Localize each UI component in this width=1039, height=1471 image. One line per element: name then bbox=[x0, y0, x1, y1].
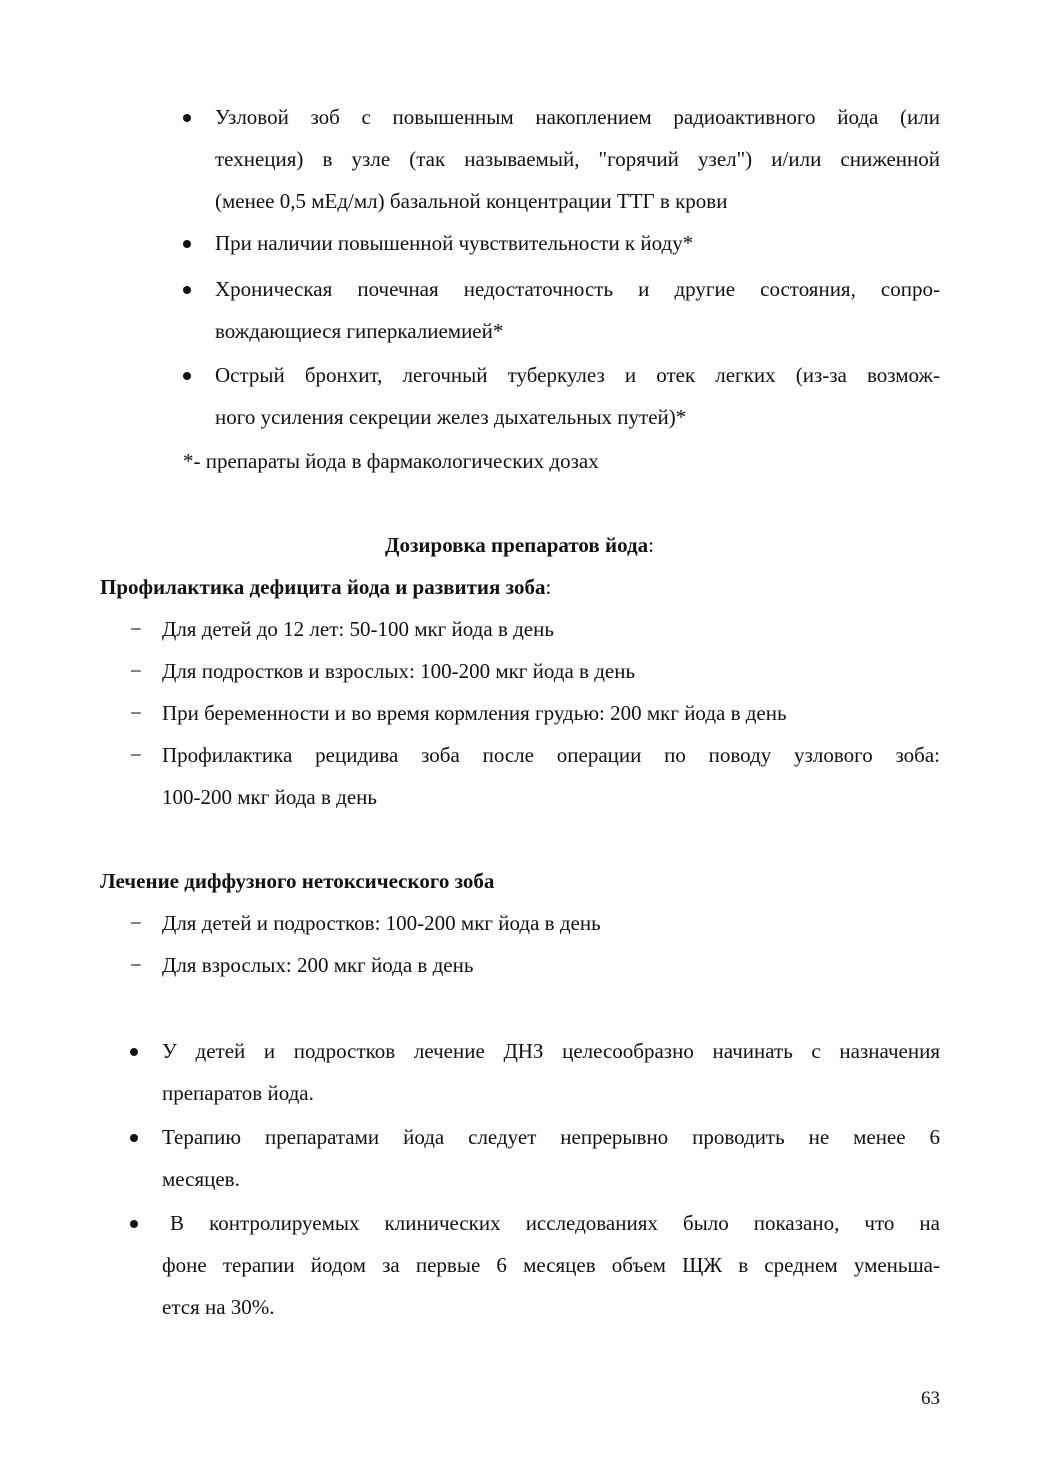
section-heading bbox=[0, 532, 1039, 558]
list-item-line: Профилактика рецидива зоба после операции по поводу узлового зоба: bbox=[162, 743, 940, 767]
list-item-line: ного усиления секреции желез дыхательных путей)* bbox=[215, 405, 687, 429]
list-item-line: месяцев. bbox=[162, 1167, 240, 1191]
heading-colon: : bbox=[648, 533, 654, 557]
list-item-line: В контролируемых клинических исследованиях было показано, что на bbox=[170, 1211, 940, 1235]
list-item-line: Для взрослых: 200 мкг йода в день bbox=[162, 953, 474, 977]
bullet-icon bbox=[130, 1220, 138, 1228]
bullet-icon bbox=[130, 1134, 138, 1142]
list-item-line: Хроническая почечная недостаточность и другие состояния, сопро- bbox=[215, 277, 940, 301]
dash-icon: − bbox=[130, 911, 142, 935]
list-item-line: При беременности и во время кормления грудью: 200 мкг йода в день bbox=[162, 701, 787, 725]
list-item-line: 100-200 мкг йода в день bbox=[162, 785, 377, 809]
treatment-heading: Лечение диффузного нетоксического зоба bbox=[100, 869, 495, 893]
footnote: *- препараты йода в фармакологических дозах bbox=[183, 449, 599, 473]
bullet-icon bbox=[183, 114, 191, 122]
page-number: 63 bbox=[921, 1388, 940, 1409]
subsection-heading bbox=[100, 574, 551, 600]
bullet-icon bbox=[183, 372, 191, 380]
list-item-line: Острый бронхит, легочный туберкулез и отек легких (из-за возмож- bbox=[215, 363, 940, 387]
list-item-line: технеция) в узле (так называемый, "горячий узел") и/или сниженной bbox=[215, 147, 940, 171]
dash-icon: − bbox=[130, 659, 142, 683]
list-item-line: Для детей до 12 лет: 50-100 мкг йода в день bbox=[162, 617, 554, 641]
dash-icon: − bbox=[130, 617, 142, 641]
bullet-icon bbox=[130, 1048, 138, 1056]
list-item-line: Узловой зоб с повышенным накоплением радиоактивного йода (или bbox=[215, 105, 940, 129]
list-item-line: У детей и подростков лечение ДНЗ целесообразно начинать с назначения bbox=[162, 1039, 940, 1063]
subsection-heading bbox=[100, 868, 494, 894]
bullet-icon bbox=[183, 240, 191, 248]
list-item-line: фоне терапии йодом за первые 6 месяцев объем ЩЖ в среднем уменьша- bbox=[162, 1253, 940, 1277]
list-item-line: вождающиеся гиперкалиемией* bbox=[215, 319, 504, 343]
list-item-line: ется на 30%. bbox=[162, 1295, 275, 1319]
list-item-line: (менее 0,5 мЕд/мл) базальной концентрации ТТГ в крови bbox=[215, 189, 728, 213]
bullet-icon bbox=[183, 286, 191, 294]
list-item-line: Для детей и подростков: 100-200 мкг йода в день bbox=[162, 911, 601, 935]
list-item-line: Для подростков и взрослых: 100-200 мкг йода в день bbox=[162, 659, 636, 683]
dosage-heading: Дозировка препаратов йода bbox=[385, 533, 649, 557]
list-item-line: Терапию препаратами йода следует непрерывно проводить не менее 6 bbox=[162, 1125, 940, 1149]
dash-icon: − bbox=[130, 953, 142, 977]
dash-icon: − bbox=[130, 743, 142, 767]
list-item-line: препаратов йода. bbox=[162, 1081, 314, 1105]
heading-colon: : bbox=[545, 575, 552, 599]
dash-icon: − bbox=[130, 701, 142, 725]
list-item-line: При наличии повышенной чувствительности к йоду* bbox=[215, 231, 694, 255]
prophylaxis-heading: Профилактика дефицита йода и развития зоба bbox=[100, 575, 546, 599]
